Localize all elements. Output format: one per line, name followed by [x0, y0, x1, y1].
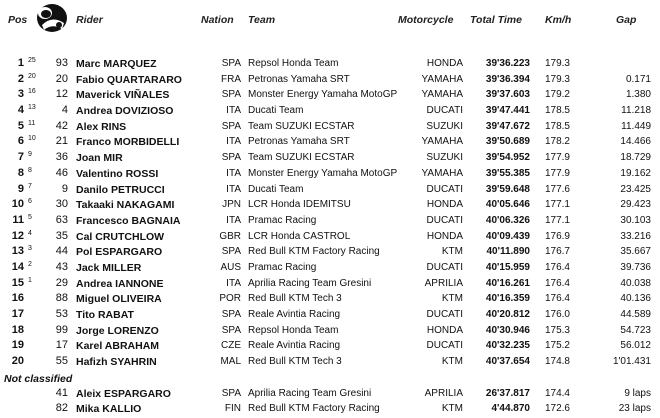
nation-cell: JPN	[222, 199, 241, 211]
position-cell: 15	[11, 276, 24, 289]
nation-cell: SPA	[221, 152, 241, 164]
header-gap: Gap	[616, 14, 637, 26]
total-time-cell: 39'36.394	[485, 73, 530, 85]
table-row	[0, 104, 660, 120]
table-row	[0, 73, 660, 89]
total-time-cell: 40'06.326	[485, 214, 530, 226]
rider-number-cell: 99	[55, 323, 68, 336]
table-row	[0, 277, 660, 293]
rider-number-cell: 17	[55, 339, 68, 352]
table-row-not-classified	[0, 402, 660, 418]
motorcycle-cell: HONDA	[426, 230, 463, 242]
table-row	[0, 135, 660, 151]
nation-cell: SPA	[221, 309, 241, 320]
header-nation: Nation	[201, 14, 234, 26]
nation-cell: ITA	[226, 167, 241, 179]
points-cell: 2	[28, 260, 32, 268]
position-cell: 10	[11, 198, 24, 211]
speed-kmh-cell: 176.7	[544, 246, 570, 258]
gap-cell: 30.103	[620, 214, 651, 226]
rider-number-cell: 41	[55, 386, 68, 399]
table-row-not-classified	[0, 387, 660, 403]
nation-cell: SPA	[221, 89, 241, 101]
rider-number-cell: 20	[55, 72, 68, 85]
team-name-cell: Red Bull KTM Tech 3	[248, 356, 342, 368]
rider-name-cell: Tito RABAT	[76, 309, 134, 321]
speed-kmh-cell: 176.0	[544, 309, 570, 320]
not-classified-heading: Not classified	[4, 372, 73, 385]
rider-number-cell: 21	[55, 135, 68, 148]
team-name-cell: Red Bull KTM Factory Racing	[248, 403, 380, 415]
motorcycle-cell: KTM	[441, 246, 463, 258]
table-row	[0, 230, 660, 246]
motorcycle-cell: YAMAHA	[421, 167, 463, 179]
speed-kmh-cell: 175.3	[544, 324, 570, 336]
position-cell: 7	[17, 151, 24, 164]
speed-kmh-cell: 176.9	[544, 230, 570, 242]
table-row	[0, 261, 660, 277]
position-cell: 13	[11, 245, 24, 258]
table-row	[0, 292, 660, 308]
rider-number-cell: 35	[55, 229, 68, 242]
points-cell: 9	[28, 151, 32, 159]
total-time-cell: 40'16.359	[485, 293, 530, 305]
table-row	[0, 120, 660, 136]
rider-number-cell: 93	[55, 57, 68, 69]
rider-name-cell: Pol ESPARGARO	[76, 246, 163, 259]
team-name-cell: Team SUZUKI ECSTAR	[248, 120, 355, 132]
table-row	[0, 167, 660, 183]
gap-cell: 9 laps	[624, 387, 651, 399]
motorbike-rider-icon	[34, 3, 70, 33]
nation-cell: ITA	[226, 105, 241, 117]
rider-name-cell: Valentino ROSSI	[76, 167, 159, 180]
table-header	[0, 0, 660, 30]
rider-name-cell: Alex RINS	[76, 120, 127, 133]
table-row	[0, 151, 660, 167]
results-table	[0, 57, 660, 418]
position-cell: 9	[17, 182, 24, 195]
points-cell: 16	[28, 88, 36, 96]
speed-kmh-cell: 176.4	[544, 261, 570, 273]
team-name-cell: Monster Energy Yamaha MotoGP	[248, 167, 398, 179]
rider-number-cell: 82	[55, 402, 68, 415]
speed-kmh-cell: 176.4	[544, 293, 570, 305]
total-time-cell: 39'55.385	[485, 167, 530, 179]
rider-name-cell: Hafizh SYAHRIN	[76, 356, 157, 369]
speed-kmh-cell: 174.4	[544, 387, 570, 399]
motorcycle-cell: DUCATI	[426, 340, 463, 352]
points-cell: 5	[28, 213, 32, 221]
nation-cell: MAL	[220, 356, 241, 368]
position-cell: 11	[12, 213, 24, 226]
gap-cell: 23.425	[620, 183, 651, 195]
not-classified-rows	[0, 387, 660, 418]
total-time-cell: 39'54.952	[485, 152, 530, 164]
total-time-cell: 40'05.646	[485, 199, 530, 211]
rider-name-cell: Takaaki NAKAGAMI	[76, 199, 175, 212]
gap-cell: 0.171	[625, 73, 651, 85]
rider-number-cell: 53	[55, 308, 68, 320]
speed-kmh-cell: 177.1	[544, 199, 570, 211]
total-time-cell: 39'36.223	[485, 58, 530, 69]
points-cell: 4	[28, 229, 32, 237]
nation-cell: ITA	[226, 183, 241, 195]
total-time-cell: 40'16.261	[485, 277, 530, 289]
total-time-cell: 39'47.441	[485, 105, 530, 117]
rider-number-cell: 46	[55, 166, 68, 179]
motorcycle-cell: APRILIA	[424, 277, 463, 289]
points-cell: 20	[28, 72, 36, 80]
speed-kmh-cell: 179.3	[544, 73, 570, 85]
total-time-cell: 39'59.648	[485, 183, 530, 195]
table-row	[0, 324, 660, 340]
position-cell: 5	[17, 119, 24, 132]
table-row	[0, 355, 660, 371]
points-cell: 8	[28, 166, 32, 174]
gap-cell: 1'01.431	[612, 356, 651, 368]
rider-name-cell: Karel ABRAHAM	[76, 340, 160, 353]
gap-cell: 14.466	[620, 136, 651, 148]
nation-cell: CZE	[221, 340, 241, 352]
speed-kmh-cell: 177.9	[544, 167, 570, 179]
rider-name-cell: Jorge LORENZO	[76, 324, 159, 337]
speed-kmh-cell: 177.9	[544, 152, 570, 164]
speed-kmh-cell: 175.2	[544, 340, 570, 352]
rider-name-cell: Aleix ESPARGARO	[76, 387, 171, 400]
team-name-cell: Red Bull KTM Factory Racing	[248, 246, 380, 258]
team-name-cell: Reale Avintia Racing	[248, 309, 341, 320]
rider-name-cell: Miguel OLIVEIRA	[76, 293, 162, 306]
team-name-cell: Reale Avintia Racing	[248, 340, 341, 352]
position-cell: 8	[17, 166, 24, 179]
rider-number-cell: 43	[55, 260, 68, 273]
rider-name-cell: Cal CRUTCHLOW	[76, 230, 165, 243]
total-time-cell: 39'47.672	[485, 120, 530, 132]
speed-kmh-cell: 178.5	[544, 120, 570, 132]
table-row	[0, 183, 660, 199]
motorcycle-cell: KTM	[441, 403, 463, 415]
team-name-cell: Aprilia Racing Team Gresini	[248, 387, 372, 399]
motorcycle-cell: YAMAHA	[421, 89, 463, 101]
rider-name-cell: Andrea DOVIZIOSO	[76, 105, 174, 118]
total-time-cell: 40'32.235	[485, 340, 530, 352]
points-cell: 6	[28, 198, 32, 206]
rider-name-cell: Marc MARQUEZ	[76, 58, 157, 70]
position-cell: 1	[17, 57, 24, 69]
rider-name-cell: Francesco BAGNAIA	[76, 214, 181, 227]
team-name-cell: Repsol Honda Team	[248, 58, 339, 69]
header-pos: Pos	[8, 14, 28, 26]
motorcycle-cell: YAMAHA	[421, 136, 463, 148]
rider-number-cell: 55	[55, 355, 68, 368]
total-time-cell: 40'11.890	[486, 246, 530, 258]
table-row	[0, 214, 660, 230]
team-name-cell: LCR Honda IDEMITSU	[248, 199, 351, 211]
gap-cell: 40.038	[620, 277, 651, 289]
rider-name-cell: Mika KALLIO	[76, 403, 142, 416]
team-name-cell: Repsol Honda Team	[248, 324, 339, 336]
speed-kmh-cell: 178.2	[544, 136, 570, 148]
team-name-cell: LCR Honda CASTROL	[248, 230, 351, 242]
position-cell: 14	[11, 260, 24, 273]
points-cell: 1	[28, 276, 32, 284]
rider-name-cell: Fabio QUARTARARO	[76, 73, 182, 86]
motorcycle-cell: KTM	[441, 356, 463, 368]
motorcycle-cell: SUZUKI	[426, 120, 463, 132]
gap-cell: 19.162	[620, 167, 651, 179]
position-cell: 6	[17, 135, 24, 148]
rider-name-cell: Franco MORBIDELLI	[76, 136, 180, 149]
total-time-cell: 40'15.959	[485, 261, 530, 273]
total-time-cell: 39'37.603	[485, 89, 530, 101]
motorcycle-cell: DUCATI	[426, 261, 463, 273]
nation-cell: ITA	[226, 277, 241, 289]
rider-name-cell: Maverick VIÑALES	[76, 89, 170, 102]
rider-number-cell: 36	[55, 151, 68, 164]
nation-cell: SPA	[221, 58, 241, 69]
motorcycle-cell: KTM	[441, 293, 463, 305]
gap-cell: 44.589	[620, 309, 651, 320]
points-cell: 3	[28, 245, 32, 253]
nation-cell: SPA	[221, 387, 241, 399]
team-name-cell: Ducati Team	[248, 183, 304, 195]
table-row	[0, 57, 660, 73]
nation-cell: AUS	[220, 261, 241, 273]
total-time-cell: 40'37.654	[485, 356, 530, 368]
points-cell: 13	[28, 104, 36, 112]
nation-cell: GBR	[219, 230, 241, 242]
nation-cell: SPA	[221, 120, 241, 132]
gap-cell: 33.216	[620, 230, 651, 242]
team-name-cell: Monster Energy Yamaha MotoGP	[248, 89, 398, 101]
header-kmh: Km/h	[545, 14, 572, 26]
points-cell: 10	[28, 135, 36, 143]
rider-name-cell: Danilo PETRUCCI	[76, 183, 165, 196]
speed-kmh-cell: 177.6	[544, 183, 570, 195]
gap-cell: 18.729	[620, 152, 651, 164]
header-total-time: Total Time	[470, 14, 522, 26]
position-cell: 17	[11, 308, 24, 320]
nation-cell: FIN	[224, 403, 241, 415]
rider-number-cell: 44	[55, 245, 68, 258]
header-motorcycle: Motorcycle	[398, 14, 454, 26]
table-row	[0, 88, 660, 104]
speed-kmh-cell: 176.4	[544, 277, 570, 289]
motorcycle-cell: HONDA	[426, 199, 463, 211]
gap-cell: 56.012	[620, 340, 651, 352]
position-cell: 20	[11, 355, 24, 368]
classified-rows	[0, 57, 660, 371]
team-name-cell: Team SUZUKI ECSTAR	[248, 152, 355, 164]
rider-number-cell: 88	[55, 292, 68, 305]
header-team: Team	[248, 14, 276, 26]
team-name-cell: Pramac Racing	[248, 261, 317, 273]
rider-number-cell: 12	[55, 88, 68, 101]
gap-cell: 11.449	[621, 120, 651, 132]
table-row	[0, 339, 660, 355]
gap-cell: 35.667	[620, 246, 651, 258]
header-rider: Rider	[76, 14, 103, 26]
speed-kmh-cell: 174.8	[544, 356, 570, 368]
position-cell: 18	[11, 323, 24, 336]
speed-kmh-cell: 178.5	[544, 105, 570, 117]
nation-cell: ITA	[226, 136, 241, 148]
gap-cell: 23 laps	[618, 403, 651, 415]
total-time-cell: 40'30.946	[485, 324, 530, 336]
motorcycle-cell: APRILIA	[424, 387, 463, 399]
total-time-cell: 40'09.439	[485, 230, 530, 242]
motorcycle-cell: YAMAHA	[421, 73, 463, 85]
position-cell: 3	[17, 88, 24, 101]
total-time-cell: 39'50.689	[485, 136, 530, 148]
rider-number-cell: 63	[55, 213, 68, 226]
nation-cell: SPA	[221, 324, 241, 336]
position-cell: 12	[11, 229, 24, 242]
team-name-cell: Aprilia Racing Team Gresini	[248, 277, 372, 289]
rider-number-cell: 29	[55, 276, 68, 289]
team-name-cell: Ducati Team	[248, 105, 304, 117]
nation-cell: FRA	[221, 73, 241, 85]
table-row	[0, 245, 660, 261]
team-name-cell: Petronas Yamaha SRT	[248, 136, 350, 148]
position-cell: 4	[17, 104, 24, 117]
motorcycle-cell: DUCATI	[426, 183, 463, 195]
points-cell: 11	[28, 119, 36, 127]
nation-cell: ITA	[226, 214, 241, 226]
rider-name-cell: Andrea IANNONE	[76, 277, 164, 290]
nation-cell: SPA	[221, 246, 241, 258]
gap-cell: 40.136	[620, 293, 651, 305]
speed-kmh-cell: 177.1	[544, 214, 570, 226]
table-row	[0, 308, 660, 324]
team-name-cell: Red Bull KTM Tech 3	[248, 293, 342, 305]
rider-number-cell: 30	[55, 198, 68, 211]
gap-cell: 1.380	[625, 89, 651, 101]
team-name-cell: Petronas Yamaha SRT	[248, 73, 350, 85]
rider-name-cell: Joan MIR	[76, 152, 123, 165]
motorcycle-cell: DUCATI	[426, 309, 463, 320]
nation-cell: POR	[219, 293, 241, 305]
motorcycle-cell: DUCATI	[426, 214, 463, 226]
speed-kmh-cell: 179.2	[544, 89, 570, 101]
total-time-cell: 26'37.817	[485, 387, 530, 399]
rider-number-cell: 9	[61, 182, 68, 195]
table-row	[0, 198, 660, 214]
position-cell: 2	[17, 72, 24, 85]
gap-cell: 29.423	[620, 199, 651, 211]
rider-number-cell: 4	[61, 104, 68, 117]
gap-cell: 54.723	[620, 324, 651, 336]
total-time-cell: 40'20.812	[485, 309, 530, 320]
rider-name-cell: Jack MILLER	[76, 261, 142, 274]
speed-kmh-cell: 179.3	[544, 58, 570, 69]
motorcycle-cell: HONDA	[426, 324, 463, 336]
motorcycle-cell: HONDA	[426, 58, 463, 69]
motorcycle-cell: DUCATI	[426, 105, 463, 117]
gap-cell: 11.218	[621, 105, 651, 117]
gap-cell: 39.736	[620, 261, 651, 273]
position-cell: 19	[11, 339, 24, 352]
total-time-cell: 4'44.870	[491, 403, 530, 415]
motorcycle-cell: SUZUKI	[426, 152, 463, 164]
team-name-cell: Pramac Racing	[248, 214, 317, 226]
points-cell: 25	[28, 57, 36, 64]
position-cell: 16	[11, 292, 24, 305]
rider-number-cell: 42	[55, 119, 68, 132]
speed-kmh-cell: 172.6	[544, 403, 570, 415]
points-cell: 7	[28, 182, 32, 190]
